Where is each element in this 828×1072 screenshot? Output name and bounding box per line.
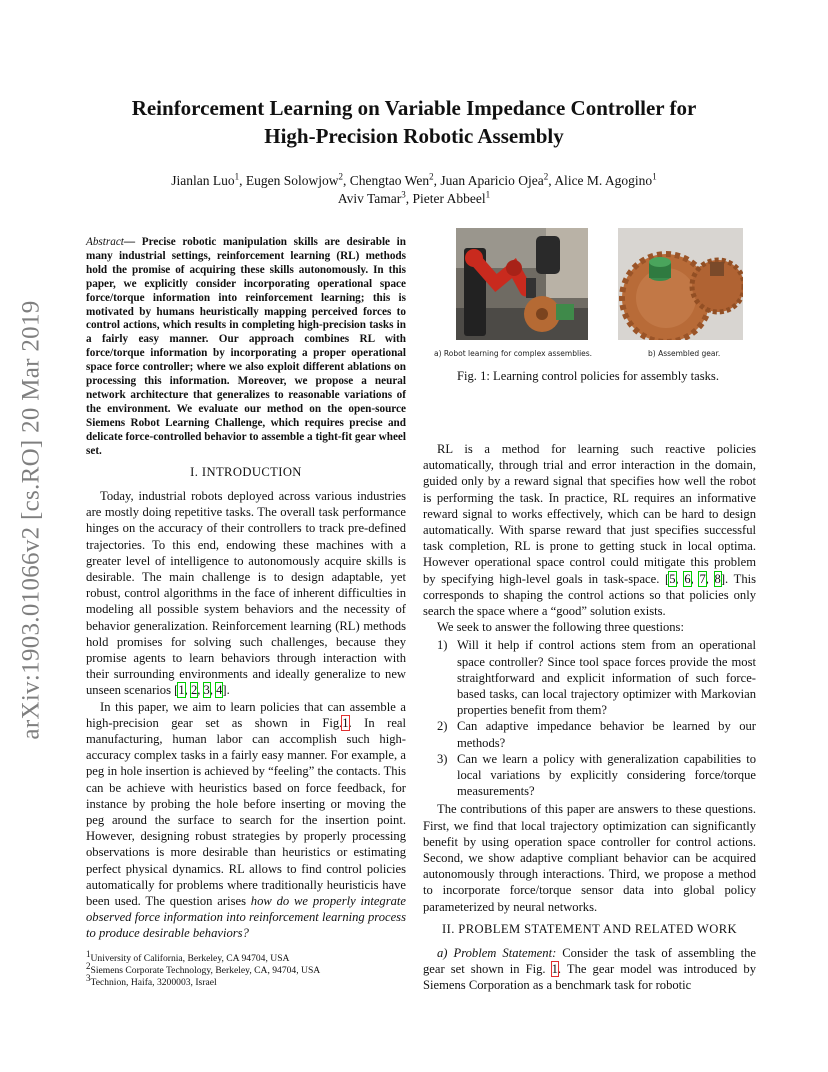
robot-arm-image	[456, 228, 588, 340]
problem-statement-paragraph	[423, 945, 756, 994]
problem-statement-body	[423, 945, 756, 994]
citation-link[interactable]: 2	[190, 683, 198, 698]
footnote-mark: 3	[86, 972, 91, 983]
intro-p1-text: Today, industrial robots deployed across various industries are mostly doing repetitive tasks. The overall task performance hinges on the accuracy of their controllers to track pre-defined trajectories. To this end, endowing these machines with a greater level of intelligence to autonomously acquire skills is desirable. The main challenge is to design adaptable, yet robust, control algorithms in the face of inherent difficulties in modeling all possible system behaviors and the necessity of behavior generalization. Reinforcement learning (RL) methods hold promises for solving such challenges, because they promise agents to learn behaviors through interaction with their surrounding environments and ideally generalize to new unseen scenarios	[86, 489, 406, 698]
intro-p2-text: In this paper, we aim to learn policies that can assemble a high-precision gear set as shown in Fig.	[86, 699, 406, 730]
footnote-text: University of California, Berkeley, CA 94704, USA	[90, 953, 290, 964]
problem-text-cont: . The gear model was introduced by Siemens Corporation as a benchmark task for robotic	[423, 962, 756, 993]
citation-link[interactable]: 8	[714, 571, 721, 586]
affiliation-mark: 2	[429, 171, 434, 182]
gear-photo	[618, 228, 743, 340]
abstract-text: Precise robotic manipulation skills are desirable in many industrial settings, reinforcement learning (RL) methods hold the promise of acquiring these skills autonomously. In this paper, we explicitly consider incorporating operational space force/torque information into reinforcement learning; this is motivated by humans heuristically mapping perceived forces to control actions, which results in completing high-precision tasks in a fairly easy manner. Our approach combines RL with force/torque information by incorporating a proper operational space force controller; where we also exploit different ablations on processing this information. Moreover, we propose a neural network architecture that generalizes to reasonable variations of the environment. We evaluate our method on the open-source Siemens Robot Learning Challenge, which requires precise and delicate force-controlled behavior to assemble a tight-fit gear wheel set.	[86, 236, 407, 457]
footnote-mark: 2	[86, 960, 91, 971]
paragraph-label: a) Problem Statement:	[437, 946, 557, 960]
author-line-1: Jianlan Luo$^1$, Eugen Solowjow$^2$, Chengtao Wen$^2$, Juan Aparicio Ojea$^2$, Alice M. Agogino$^1$	[171, 171, 657, 188]
list-text: Will it help if control actions stem from an operational space controller? Since tool space forces provide the most straightforward and explicit information of such force-based tasks, can local trajectory optimizer with Markovian properties benefit from them?	[457, 638, 756, 718]
section-heading-problem-statement: II. PROBLEM STATEMENT AND RELATED WORK	[442, 922, 737, 936]
title-line-1: Reinforcement Learning on Variable Impedance Controller for	[131, 96, 697, 120]
right-p1-text: RL is a method for learning such reactive policies automatically, through trial and error interaction in the domain, guided only by a reward signal that specifies how well the robot is performing the task. In practice, RL requires an informative reward signal to works effectively, which can be hard to design automatically. With sparse reward that just specifies successful task completion, RL is prone to getting stuck in local optima. However operational space control could mitigate this problem by specifying high-level goals in task-space.	[423, 442, 756, 586]
author-name: Eugen Solowjow	[245, 173, 339, 188]
subcaption-a: a) Robot learning for complex assemblies.	[434, 349, 593, 358]
title-line-2: High-Precision Robotic Assembly	[264, 124, 564, 148]
assembled-gear-image	[618, 228, 743, 340]
figure-ref-link[interactable]: 1	[551, 962, 558, 977]
intro-p2-text-cont: . In real manufacturing, human labor can accomplish such high-accuracy complex tasks in a fairly easy manner. For example, a peg in hole insertion is achieved by “feeling” the contacts. This can be achieve with heuristics based on force feedback, for instance by probing the hole before inserting or moving the peg around the surface to search for the insertion point. However, designing robust strategies by properly processing observations is more desirable than heuristics or estimating perfect physical dynamics. RL allows to find control policies automatically for problems where traditionally heuristicis have been used. The question arises	[86, 715, 407, 909]
subcaption-b: b) Assembled gear.	[648, 349, 721, 358]
figure-ref-link[interactable]: 1	[342, 715, 349, 730]
footnote	[86, 948, 406, 965]
affiliation-mark: 2	[543, 171, 549, 182]
affiliation-mark: 1	[485, 189, 491, 200]
list-text: Can adaptive impedance behavior be learned by our methods?	[457, 719, 756, 750]
footnote	[86, 960, 406, 977]
arxiv-identifier: arXiv:1903.01066v2 [cs.RO] 20 Mar 2019	[18, 300, 45, 740]
author-list	[90, 172, 738, 208]
author-name: Alice M. Agogino	[554, 173, 653, 188]
list-number: 3)	[437, 751, 448, 766]
intro-paragraph-2	[86, 699, 406, 942]
list-item	[423, 718, 756, 750]
citation-link[interactable]: 5	[669, 571, 676, 586]
citation-link[interactable]: 1	[178, 683, 185, 698]
right-column-body	[423, 441, 756, 915]
list-item	[423, 751, 756, 800]
affiliation-mark: 3	[401, 189, 406, 200]
footnote-text: Siemens Corporate Technology, Berkeley, CA, 94704, USA	[90, 965, 321, 976]
arxiv-stamp	[12, 280, 52, 760]
citation-link[interactable]: 6	[684, 571, 691, 586]
affiliation-footnotes	[86, 948, 406, 989]
citation-link[interactable]: 7	[699, 571, 706, 586]
list-item	[423, 637, 756, 718]
abstract-dash: —	[123, 236, 142, 248]
right-p1-text-cont: . This corresponds to shaping the control actions so that policies only search the space where a “good” solution exists.	[423, 571, 757, 619]
paper-title	[90, 94, 738, 150]
author-name: Juan Aparicio Ojea	[440, 173, 544, 188]
footnote-text: Technion, Haifa, 3200003, Israel	[90, 977, 217, 988]
list-number: 2)	[437, 719, 448, 734]
citation-link[interactable]: 3	[203, 683, 210, 698]
section-heading-introduction: I. INTRODUCTION	[190, 465, 302, 479]
footnote	[86, 972, 406, 989]
introduction-body	[86, 488, 406, 942]
figure-caption: Fig. 1: Learning control policies for assembly tasks.	[457, 369, 719, 383]
citation-link[interactable]: 4	[216, 683, 223, 698]
right-paragraph-1: RL is a method for learning such reactive policies automatically, through trial and error interaction in the domain, guided only by a reward signal that specifies how well the robot is performing the task. In practice, RL requires an informative reward signal to works effectively, which can be hard to design automatically. With sparse reward that just specifies successful task completion, RL is prone to getting stuck in local optima. However operational space control could mitigate this problem by specifying high-level goals in task-space. [5, 6, 7, 8]. This corresponds to shaping the control actions so that policies only search the space where a “good” solution exists.	[423, 442, 757, 619]
author-name: Aviv Tamar	[337, 191, 402, 206]
right-paragraph-3: The contributions of this paper are answers to these questions. First, we find that local trajectory optimization can significantly benefit by using operation space controller for control actions. Second, we show adaptive compliant behavior can be acquired autonomously through interactions. Third, we propose a method to incorporate force/torque sensor data into global policy parameterized by neural networks.	[423, 802, 756, 914]
author-name: Chengtao Wen	[349, 173, 430, 188]
author-name: Jianlan Luo	[171, 173, 235, 188]
abstract	[86, 236, 406, 459]
abstract-label: Abstract	[86, 236, 124, 248]
author-name: Pieter Abbeel	[412, 191, 486, 206]
right-paragraph-2: We seek to answer the following three questions:	[437, 620, 684, 635]
question-list	[423, 637, 756, 799]
footnote-mark: 1	[86, 948, 91, 959]
intro-p1-end: .	[226, 683, 230, 698]
affiliation-mark: 2	[338, 171, 344, 182]
affiliation-mark: 1	[234, 171, 240, 182]
affiliation-mark: 1	[652, 171, 657, 182]
robot-photo	[456, 228, 588, 340]
problem-text: Consider the task of assembling the gear set shown in Fig.	[423, 946, 756, 977]
list-number: 1)	[437, 638, 448, 653]
list-text: Can we learn a policy with generalization capabilities to local variations by explicitly considering force/torque measurements?	[457, 751, 756, 799]
intro-p2-italic: how do we properly integrate observed force information into reinforcement learning process to produce desirable behaviors?	[86, 894, 407, 941]
author-line-2: Aviv Tamar$^3$, Pieter Abbeel$^1$	[337, 189, 491, 206]
intro-paragraph-1: Today, industrial robots deployed across various industries are mostly doing repetitive tasks. The overall task performance hinges on the accuracy of their controllers to track pre-defined trajectories. To this end, endowing these machines with a greater level of intelligence to autonomously acquire skills is desirable. The main challenge is to design adaptable, yet robust, control algorithms in the face of inherent difficulties in modeling all possible system behaviors and the necessity of behavior generalization. Reinforcement learning (RL) methods hold promises for solving such challenges, because they promise agents to learn behaviors through interaction with their surrounding environments and ideally generalize to new unseen scenarios [1, 2, 3, 4].	[86, 489, 406, 698]
